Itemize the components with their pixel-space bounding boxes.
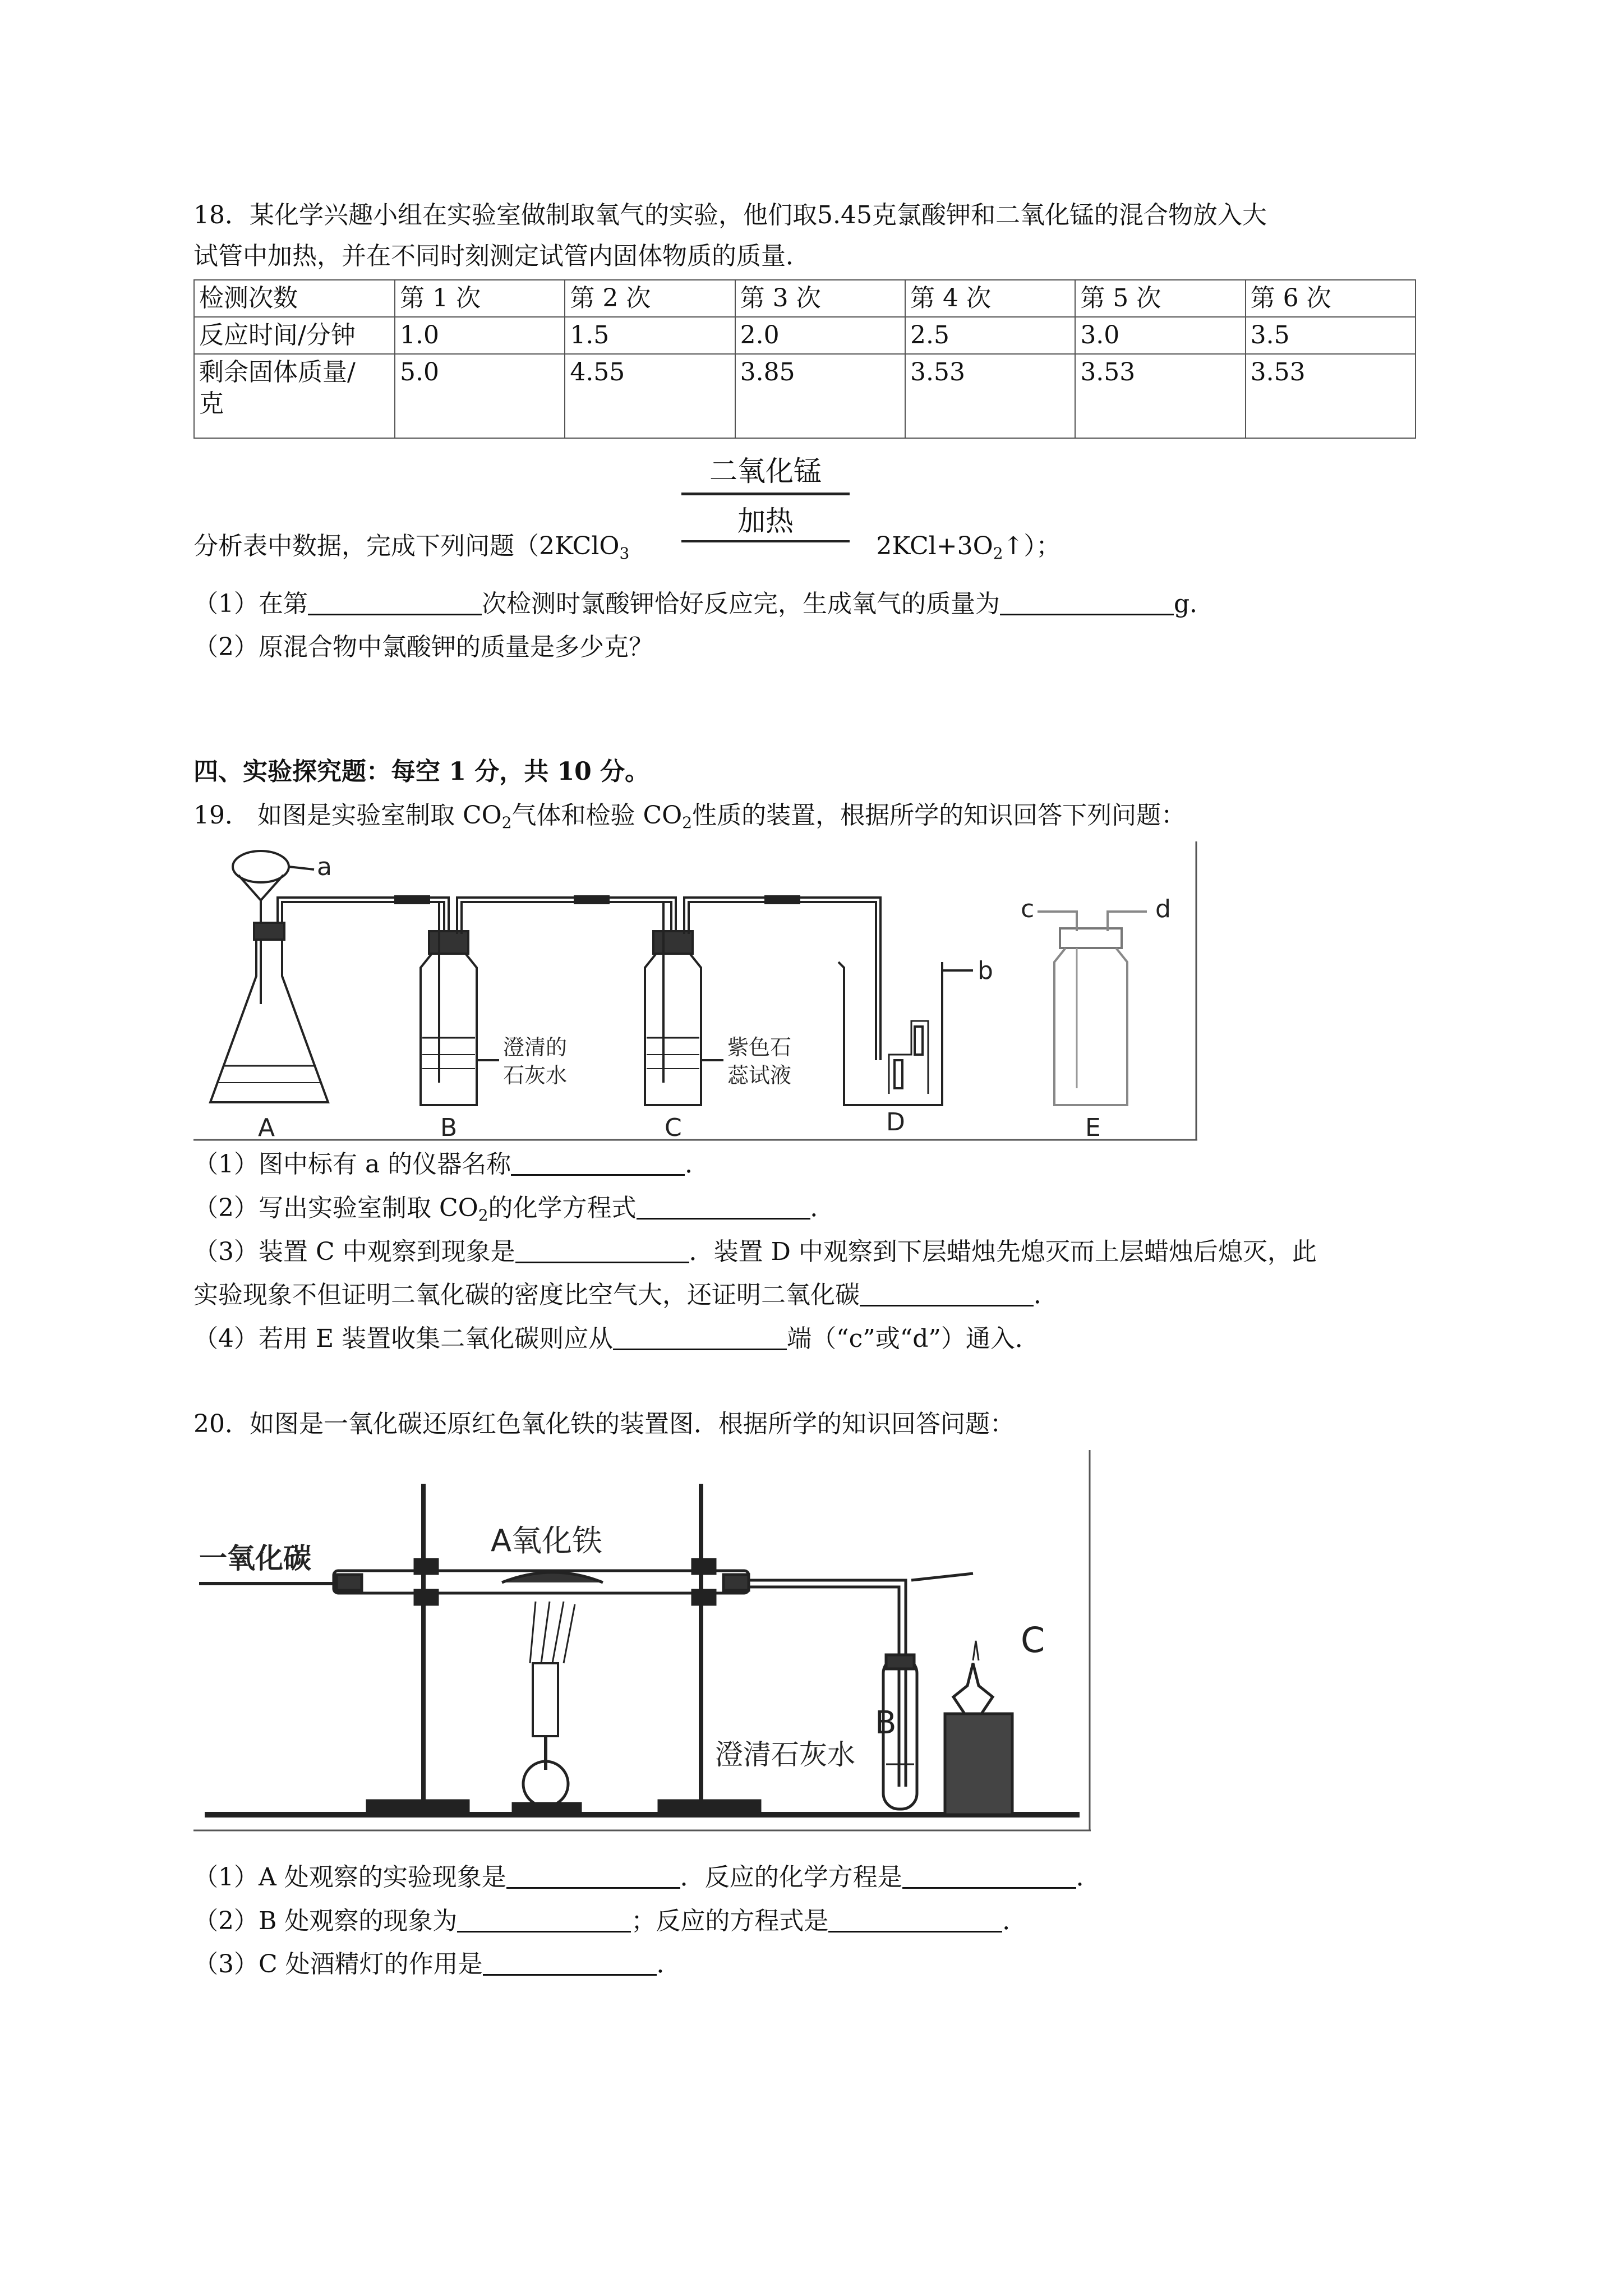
table-row xyxy=(194,280,1415,317)
table-cell: 第 6 次 xyxy=(1246,280,1415,317)
table-cell: 3.0 xyxy=(1075,317,1245,354)
subscript: 2 xyxy=(478,1206,488,1225)
section-heading: 四、实验探究题：每空 1 分，共 10 分。 xyxy=(193,757,650,786)
q19-part4 xyxy=(193,1323,1040,1355)
a-label: A氧化铁 xyxy=(491,1523,602,1558)
question-text: ． xyxy=(1034,1281,1058,1309)
table-cell: 2.5 xyxy=(905,317,1075,354)
bottle-c-label: 紫色石 xyxy=(727,1035,792,1060)
table-cell: 4.55 xyxy=(565,354,735,438)
label-b: b xyxy=(978,956,993,985)
table-row xyxy=(194,354,1415,438)
q19-intro xyxy=(193,799,1186,839)
label-D: D xyxy=(886,1108,905,1137)
question-text: ． xyxy=(656,1950,681,1978)
table-cell: 3.85 xyxy=(735,354,905,438)
table-cell: 第 2 次 xyxy=(565,280,735,317)
analysis-text: ↑）； xyxy=(1003,532,1061,560)
co2-apparatus-svg xyxy=(193,841,1197,1142)
answer-blank[interactable] xyxy=(637,1195,810,1220)
question-text: （1）图中标有 a 的仪器名称 xyxy=(193,1150,511,1179)
question-text: （3）装置 C 中观察到现象是 xyxy=(193,1237,515,1266)
co-reduction-figure xyxy=(193,1450,1091,1832)
analysis-text: 2KCl+3O xyxy=(876,532,993,560)
question-text: ． xyxy=(685,1150,710,1179)
table-cell: 5.0 xyxy=(395,354,565,438)
subscript: 2 xyxy=(993,544,1003,563)
q19-part2 xyxy=(193,1192,835,1232)
question-text: ．装置 D 中观察到下层蜡烛先熄灭而上层蜡烛后熄灭，此 xyxy=(689,1237,1317,1266)
bottle-c-label: 蕊试液 xyxy=(727,1063,792,1088)
subscript: 2 xyxy=(682,813,693,832)
c-letter: C xyxy=(1021,1619,1045,1660)
answer-blank[interactable] xyxy=(515,1239,689,1263)
answer-blank[interactable] xyxy=(902,1865,1076,1889)
b-label: 澄清石灰水 xyxy=(715,1738,855,1771)
answer-blank[interactable] xyxy=(506,1865,680,1889)
question-text: （2）B 处观察的现象为 xyxy=(193,1907,458,1935)
question-text: ． xyxy=(810,1194,835,1222)
label-c: c xyxy=(1021,895,1035,923)
question-text: （3）C 处酒精灯的作用是 xyxy=(193,1950,483,1978)
table-row xyxy=(194,317,1415,354)
table-cell: 3.5 xyxy=(1246,317,1415,354)
question-text: 次检测时氯酸钾恰好反应完，生成氧气的质量为 xyxy=(482,590,1000,618)
label-B: B xyxy=(440,1114,458,1142)
answer-blank[interactable] xyxy=(483,1952,657,1976)
table-cell: 反应时间/分钟 xyxy=(194,317,395,354)
table-cell: 第 4 次 xyxy=(905,280,1075,317)
question-text: 端（“c”或“d”）通入． xyxy=(787,1324,1040,1353)
question-text: g． xyxy=(1174,590,1215,618)
analysis-text: 分析表中数据，完成下列问题（2KClO xyxy=(193,532,620,560)
q18-line1: 18．某化学兴趣小组在实验室做制取氧气的实验，他们取5.45克氯酸钾和二氧化锰的混合物放入大 xyxy=(193,201,1267,229)
subscript: 3 xyxy=(619,544,630,563)
label-C: C xyxy=(665,1114,682,1142)
answer-blank[interactable] xyxy=(828,1908,1002,1932)
row-label: 克 xyxy=(199,389,224,418)
answer-blank[interactable] xyxy=(511,1152,685,1176)
q18-data-table xyxy=(193,279,1416,439)
co-label: 一氧化碳 xyxy=(199,1542,311,1575)
label-A: A xyxy=(258,1114,275,1142)
q20-intro: 20．如图是一氧化碳还原红色氧化铁的装置图．根据所学的知识回答问题： xyxy=(193,1410,1015,1438)
table-cell: 检测次数 xyxy=(194,280,395,317)
question-text: （2）写出实验室制取 CO xyxy=(193,1194,478,1222)
b-letter: B xyxy=(875,1705,897,1741)
question-text: 气体和检验 CO xyxy=(511,801,683,830)
question-text: （4）若用 E 装置收集二氧化碳则应从 xyxy=(193,1324,614,1353)
answer-blank[interactable] xyxy=(457,1908,631,1932)
co2-apparatus-figure xyxy=(193,841,1197,1142)
q20-part1 xyxy=(193,1861,1101,1894)
q19-part1 xyxy=(193,1148,709,1181)
row-label: 剩余固体质量/ xyxy=(199,358,356,386)
condition-catalyst: 二氧化锰 xyxy=(681,449,850,495)
question-text: ．反应的化学方程是 xyxy=(680,1863,902,1892)
question-text: 19． 如图是实验室制取 CO xyxy=(193,801,502,830)
table-cell: 3.53 xyxy=(1075,354,1245,438)
table-cell: 第 5 次 xyxy=(1075,280,1245,317)
question-text: ；反应的方程式是 xyxy=(631,1907,829,1935)
question-text: 实验现象不但证明二氧化碳的密度比空气大，还证明二氧化碳 xyxy=(193,1281,860,1309)
bottle-b-label: 澄清的 xyxy=(503,1035,568,1060)
answer-blank[interactable] xyxy=(1000,591,1174,615)
question-text: （1）A 处观察的实验现象是 xyxy=(193,1863,506,1892)
label-a: a xyxy=(317,853,332,881)
label-d: d xyxy=(1155,895,1171,923)
q18-analysis xyxy=(193,530,1061,570)
q18-line2: 试管中加热，并在不同时刻测定试管内固体物质的质量． xyxy=(193,242,810,270)
co-reduction-svg xyxy=(193,1450,1091,1832)
q20-part2 xyxy=(193,1905,1027,1938)
subscript: 2 xyxy=(501,813,512,832)
table-cell: 3.53 xyxy=(1246,354,1415,438)
table-cell: 第 3 次 xyxy=(735,280,905,317)
q18-part1 xyxy=(193,588,1214,620)
table-cell xyxy=(194,354,395,438)
q19-part3-cont xyxy=(193,1279,1058,1312)
question-text: ． xyxy=(1076,1863,1101,1892)
question-text: 性质的装置，根据所学的知识回答下列问题： xyxy=(692,801,1186,830)
table-cell: 1.5 xyxy=(565,317,735,354)
answer-blank[interactable] xyxy=(860,1282,1034,1306)
table-cell: 3.53 xyxy=(905,354,1075,438)
bottle-b-label: 石灰水 xyxy=(503,1063,568,1088)
condition-heat: 加热 xyxy=(681,495,850,542)
table-cell: 2.0 xyxy=(735,317,905,354)
table-cell: 第 1 次 xyxy=(395,280,565,317)
q18-part2: （2）原混合物中氯酸钾的质量是多少克？ xyxy=(193,633,653,661)
question-text: ． xyxy=(1002,1907,1027,1935)
q19-part3 xyxy=(193,1236,1317,1268)
question-text: 的化学方程式 xyxy=(488,1194,637,1222)
table-cell: 1.0 xyxy=(395,317,565,354)
label-E: E xyxy=(1085,1114,1101,1142)
q20-part3 xyxy=(193,1948,681,1981)
answer-blank[interactable] xyxy=(308,591,482,615)
reaction-condition xyxy=(681,449,850,542)
answer-blank[interactable] xyxy=(613,1326,787,1350)
question-text: （1）在第 xyxy=(193,590,308,618)
